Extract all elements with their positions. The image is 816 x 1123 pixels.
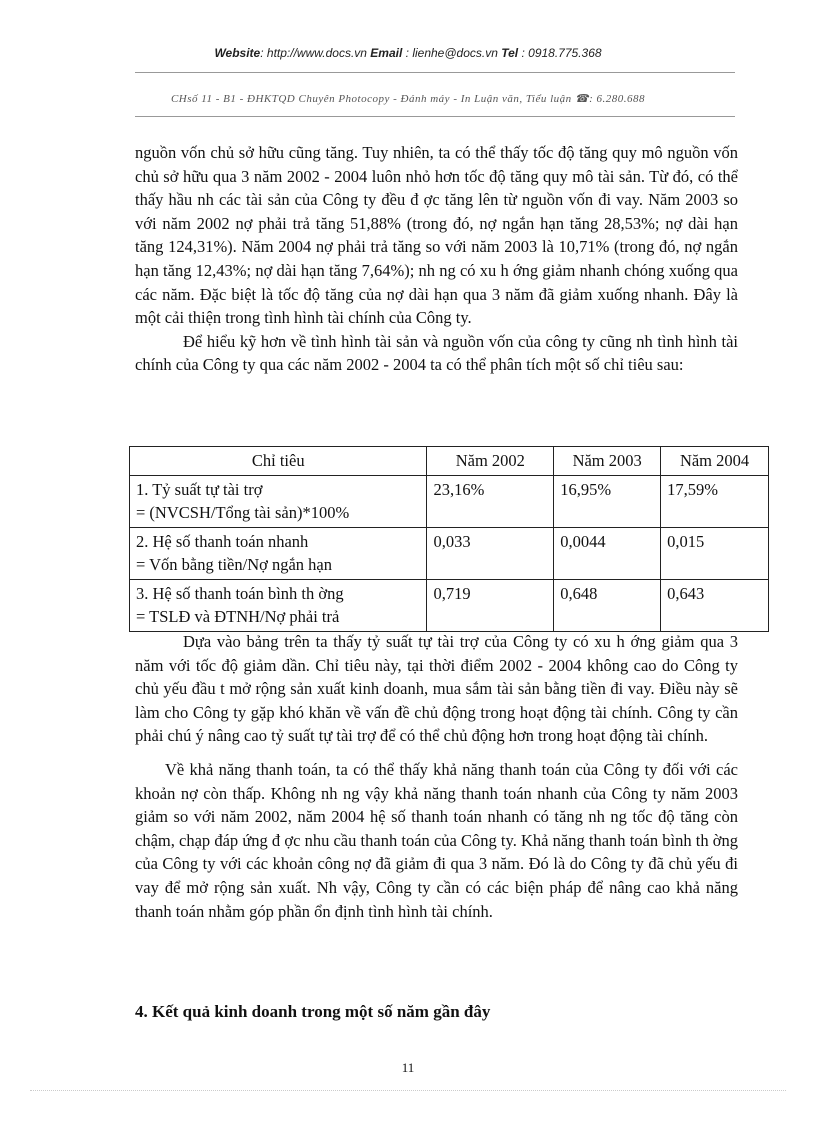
paragraph-3: Dựa vào bảng trên ta thấy tỷ suất tự tài trợ của Công ty có xu h ớng giảm qua 3 năm với tốc độ giảm dần. Chỉ tiêu này, tại thời điểm 2002 - 2004 không cao do Công ty chủ yếu đầu t mở rộng sản xuất kinh doanh, mua sắm tài sản bằng tiền đi vay. Điều này sẽ làm cho Công ty gặp khó khăn về vấn đề chủ động trong hoạt động tài chính. Công ty cần phải chú ý nâng cao tỷ suất tự tài trợ để có thể chủ động hơn trong hoạt động tài chính. [135,632,738,746]
website-value: : http://www.docs.vn [260,46,367,60]
header-rule-bottom [135,116,735,117]
table-row [130,579,769,631]
table-row [130,527,769,579]
value-cell-2003: 0,648 [554,579,661,631]
value-cell-2002: 0,033 [427,527,554,579]
indicator-formula: = TSLĐ và ĐTNH/Nợ phải trả [136,607,340,626]
tel-label: Tel [501,46,519,60]
website-label: Website [214,46,261,60]
indicator-name: 3. Hệ số thanh toán bình th ờng [136,583,344,603]
value-cell-2004: 0,643 [661,579,769,631]
body-section-1 [135,141,738,377]
email-label: Email [370,46,403,60]
section-heading: 4. Kết quả kinh doanh trong một số năm gần đây [135,1002,491,1021]
indicator-formula: = (NVCSH/Tổng tài sản)*100% [136,503,350,522]
page-bottom-rule [30,1090,786,1091]
financial-ratio-table [129,446,769,632]
value-cell-2004: 0,015 [661,527,769,579]
value-cell-2002: 0,719 [427,579,554,631]
tel-value: : 0918.775.368 [521,46,602,60]
page-number: 11 [401,1060,415,1075]
header-rule-top [135,72,735,73]
table-row [130,475,769,527]
indicator-cell [130,475,427,527]
indicator-cell [130,579,427,631]
table-header-cell: Chỉ tiêu [130,447,427,476]
paragraph-1: nguồn vốn chủ sở hữu cũng tăng. Tuy nhiên, ta có thể thấy tốc độ tăng quy mô nguồn vốn chủ sở hữu qua 3 năm 2002 - 2004 luôn nhỏ hơn tốc độ tăng quy mô tài sản. Từ đó, có thể thấy hầu nh các tài sản của Công ty đều đ ợc tăng lên từ nguồn vốn đi vay. Năm 2003 so với năm 2002 nợ phải trả tăng 51,88% (trong đó, nợ ngắn hạn tăng 28,53%; nợ dài hạn tăng 124,31%). Năm 2004 nợ phải trả tăng so với năm 2003 là 10,71% (trong đó, nợ ngắn hạn tăng 12,43%; nợ dài hạn tăng 7,64%); nh ng có xu h ớng giảm nhanh chóng xuống qua các năm. Đặc biệt là tốc độ tăng của nợ dài hạn qua 3 năm đã giảm xuống nhanh. Đây là một cải thiện trong tình hình tài chính của Công ty. [135,143,738,328]
value-cell-2002: 23,16% [427,475,554,527]
table-header-cell: Năm 2003 [554,447,661,476]
header-contact-line [0,46,816,60]
table-header-row [130,447,769,476]
paragraph-4: Về khả năng thanh toán, ta có thể thấy khả năng thanh toán của Công ty đối với các khoản nợ còn thấp. Không nh ng vậy khả năng thanh toán nhanh của Công ty năm 2003 giảm so với năm 2002, năm 2004 hệ số thanh toán nhanh có tăng nh ng tốc độ tăng còn chậm, chạp đáp ứng đ ợc nhu cầu thanh toán của Công ty. Khả năng thanh toán bình th ờng của Công ty với các khoản công nợ đã giảm đi qua 3 năm. Đó là do Công ty đã chủ yếu đi vay để mở rộng sản xuất. Nh vậy, Công ty cần có các biện pháp để nâng cao khả năng thanh toán nhằm góp phần ổn định tình hình tài chính. [135,759,738,921]
indicator-name: 1. Tỷ suất tự tài trợ [136,479,263,499]
header-subline: CHsố 11 - B1 - ĐHKTQD Chuyên Photocopy - Đánh máy - In Luận văn, Tiểu luận ☎: 6.280.688 [170,93,646,105]
email-value: : lienhe@docs.vn [405,46,498,60]
body-section-2 [135,630,738,923]
value-cell-2004: 17,59% [661,475,769,527]
table-header-cell: Năm 2004 [661,447,769,476]
indicator-name: 2. Hệ số thanh toán nhanh [136,531,309,551]
indicator-cell [130,527,427,579]
paragraph-2: Để hiểu kỹ hơn về tình hình tài sản và nguồn vốn của công ty cũng nh tình hình tài chính của Công ty qua các năm 2002 - 2004 ta có thể phân tích một số chỉ tiêu sau: [135,331,738,375]
value-cell-2003: 0,0044 [554,527,661,579]
indicator-formula: = Vốn bằng tiền/Nợ ngắn hạn [136,555,332,574]
table-header-cell: Năm 2002 [427,447,554,476]
value-cell-2003: 16,95% [554,475,661,527]
